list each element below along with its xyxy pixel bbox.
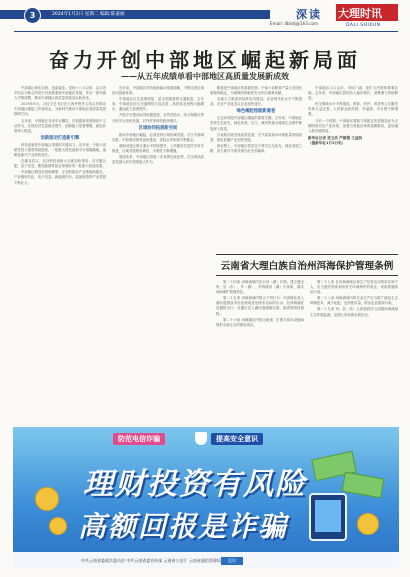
paragraph: 今后一个时期，中部地区要着力构建以先进制造业为支撑的现代化产业体系，加强与其他区域的战略联动，更好融入新发展格局。 — [308, 118, 398, 133]
law-top-rule — [216, 254, 398, 255]
anti-fraud-banner — [13, 427, 399, 569]
paragraph: 科技创新是中部地区发展的关键动力。近年来，中部六省研发投入强度持续提高，一批重大科技创新平台相继落地，战略性新兴产业加快成长。 — [14, 142, 106, 158]
banknote-icon — [342, 472, 385, 499]
coin-icon — [49, 517, 67, 535]
law-article: 第二十五条 洱海流域内禁止下列行为：向洱海及其入湖河道排放未经处理或者处理未达标的污水；在洱海湖区设置排污口；在湖区及入湖河道倾倒垃圾、废渣等固体废物。 — [216, 296, 304, 316]
paragraph: 污染防治攻坚战成效显著，空气质量和水环境质量持续改善，绿色低碳产业加快发展。 — [210, 132, 302, 142]
article-column-4 — [308, 86, 398, 246]
paragraph: 中部地区制造业基础雄厚，正加快推动产业基础高级化、产业链现代化，电子信息、新能源汽车、装备制造等产业集群不断壮大。 — [14, 170, 106, 185]
article-column-1 — [14, 86, 106, 421]
paragraph: 中部地区人口众多、市场广阔，是扩大内需的重要区域。五年来，中部地区居民收入稳步增长，消费潜力持续释放。 — [308, 86, 398, 101]
paragraph: 民生保障水平不断提高，教育、医疗、养老等公共服务体系日益完善，人民群众获得感、幸福感、安全感不断增强。 — [308, 102, 398, 117]
banner-tag-left: 防范电信诈骗 — [113, 433, 165, 445]
header-divider — [14, 31, 398, 32]
brand-logo: 大理时讯 — [338, 7, 382, 20]
phone-screen — [315, 500, 341, 532]
issue-info: 2024年1月2日 星期二 编辑:陈嘉丽 — [52, 12, 125, 17]
headline: 奋力开创中部地区崛起新局面 — [49, 48, 361, 72]
paragraph: 基础设施互联互通水平持续提升，公共服务共建共享有序推进，区域发展的协调性、平衡性不断增强。 — [112, 143, 204, 153]
paragraph: 中部地区区位优势明显，是全国重要的交通枢纽。五年来，中部地区综合交通网络日趋完善，高铁营业里程大幅增长，通达能力显著提升。 — [112, 97, 204, 112]
section-subtitle: 区域协同拓展新空间 — [138, 125, 178, 131]
paragraph: 2019年5月，习近平总书记在江西考察并主持召开推动中部地区崛起工作座谈会，为新时代推动中部地区高质量发展指明方向。 — [14, 102, 106, 117]
article-column-2 — [112, 86, 204, 421]
paragraph: 新征程上，中部地区将坚定不移走生态优先、绿色发展之路，奋力谱写中国式现代化中部篇章。 — [210, 143, 302, 153]
page-number-badge: 3 — [24, 7, 41, 24]
coin-icon — [357, 513, 379, 535]
paragraph: 在湖北武汉，光谷科技创新大走廊加快建设；在安徽合肥，量子信息、聚变能源等前沿领域取得一批重大原创成果。 — [14, 159, 106, 169]
banner-slogan-line-2: 高额回报是诈骗 — [78, 510, 289, 543]
law-article: 第二十八条 洱海流域内的农业生产应当推广绿色生态种植技术，减少化肥、农药使用量，防治农业面源污染。 — [310, 296, 398, 306]
law-column-2 — [310, 280, 398, 420]
law-title-rule — [216, 275, 398, 276]
coin-icon — [35, 487, 59, 511]
paragraph: 开放平台建设取得积极进展，自贸试验区、综合保税区等开放平台加快发展，对外贸易保持较快增长。 — [112, 113, 204, 123]
article-column-3 — [210, 86, 302, 246]
sponsor-organizations: 中共云南省委政法委员会 中共云南省委宣传部 云南省公安厅 云南省通信管理局 — [81, 558, 221, 563]
law-article: 第二十六条 洱海湖区内禁止新建、扩建与供水设施和保护水源无关的建设项目。 — [216, 317, 304, 327]
paragraph: 生态环境是中部地区崛起的重要支撑。五年来，中部地区坚持生态优先、绿色发展，长江、黄河等重点流域生态保护修复深入推进。 — [210, 116, 302, 131]
page-header — [0, 0, 410, 40]
paragraph: 五年来，中部地区各省牢记嘱托，在构建新发展格局中主动作为，实现经济总量稳步提升、创新能力显著增强、绿色转型深入推进。 — [14, 118, 106, 133]
law-article: 第二十九条 州、县（市）人民政府应当加强洱海流域生态环境监测，定期公布洱海水质状况。 — [310, 307, 398, 317]
banner-tag-right: 提高安全意识 — [211, 433, 263, 445]
phone-icon — [309, 493, 347, 541]
paragraph: 推动中部地区崛起，必须坚持区域协调发展。长江中游城市群、中原城市群等加快建设，省际合作机制不断健全。 — [112, 132, 204, 142]
law-title: 云南省大理白族自治州洱海保护管理条例 — [220, 261, 394, 272]
paragraph: 展望未来，中部地区将进一步发挥比较优势，在全国高质量发展大局中展现更大作为。 — [112, 155, 204, 165]
banner-slogan-line-1: 理财投资有风险 — [83, 467, 307, 502]
section-subtitle: 绿色崛起绘就新画卷 — [236, 109, 276, 115]
shield-icon — [195, 432, 207, 445]
paragraph: 粮食是中部地区的重要优势。中部六省粮食产量占全国比重保持稳定，为保障国家粮食安全作出重要贡献。 — [210, 86, 302, 96]
paragraph: 中部地区承东启西、连南接北。党的十八大以来，以习近平同志为核心的党中央高度重视中部地区发展，作出一系列重大决策部署，推动中部地区高质量发展迈出新步伐。 — [14, 86, 106, 101]
article-byline: 新华社记者 张玉洁 严赋憬 王益凯 （据新华社1月2日电） — [308, 135, 363, 145]
paragraph: 各地大力推进高标准农田建设，农业现代化水平不断提高，农业产业化龙头企业加快成长。 — [210, 97, 302, 107]
subheadline: ——从五年成绩单看中部地区高质量发展新成效 — [121, 71, 289, 81]
section-subtitle: 创新驱动打造新引擎 — [40, 135, 80, 141]
paragraph: 近年来，中部地区坚持创新驱动发展战略，不断完善区域协同创新体系。 — [112, 86, 204, 96]
section-name: 深读 — [296, 8, 322, 21]
banner-footer — [13, 552, 399, 569]
law-column-1 — [216, 280, 304, 420]
email-address: Email: dbsdj@163.com — [270, 21, 319, 26]
law-article: 第二十四条 洱海流域内实行河（湖）长制，建立健全州、县（市）、乡（镇）、村四级河（湖）长体系，落实洱海保护管理责任。 — [216, 280, 304, 295]
law-article: 第二十七条 在洱海流域从事生产经营活动的单位和个人，应当遵守国家和省有关环境保护的规定，采取措施防治污染。 — [310, 280, 398, 295]
brand-pinyin: DALI SHIXUN — [346, 23, 381, 28]
anti-fraud-logo: 反诈 — [221, 557, 243, 565]
